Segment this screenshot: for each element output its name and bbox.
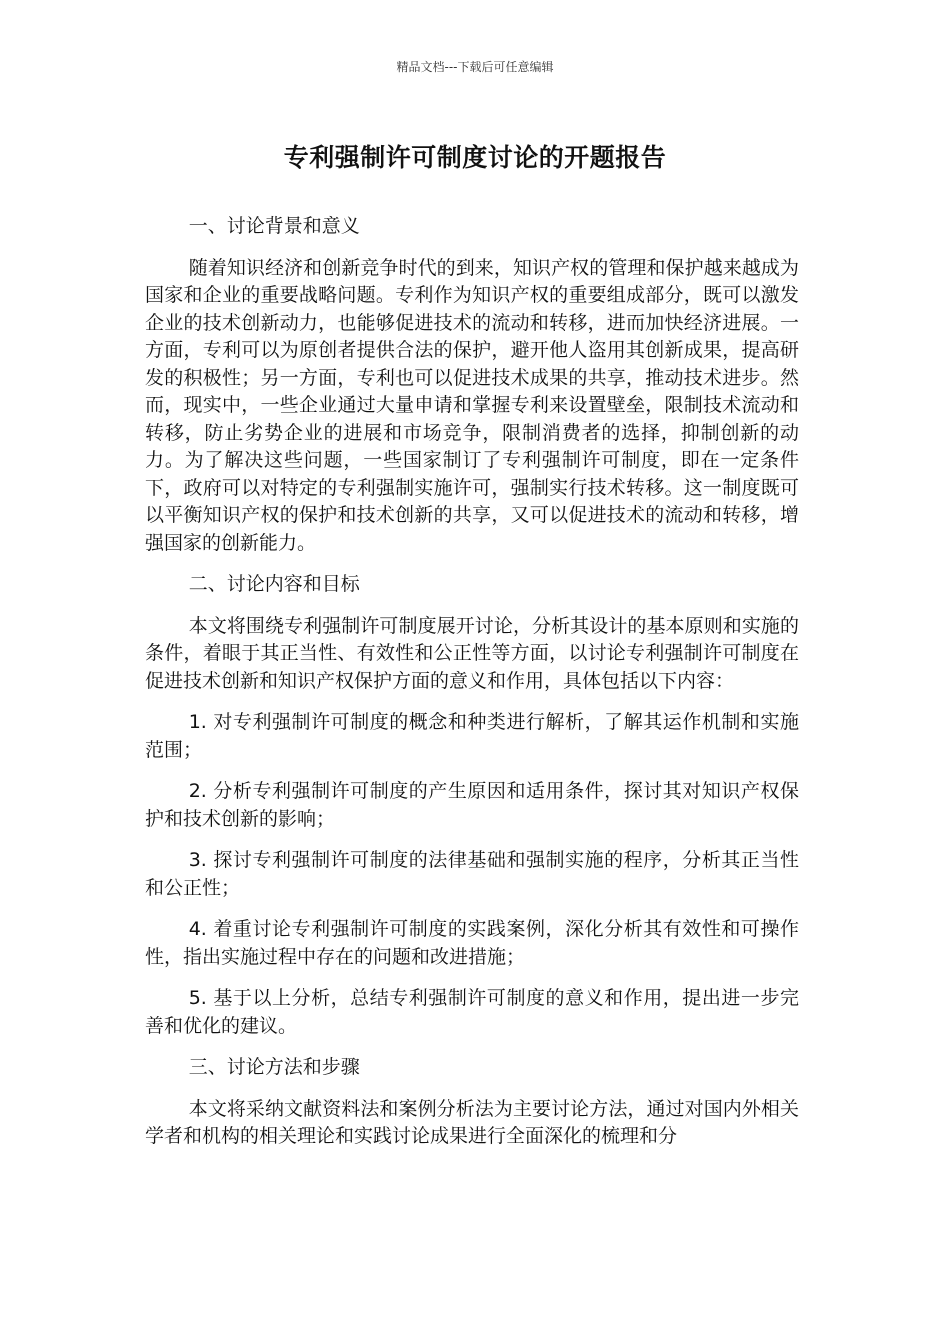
- section-heading-methods: 三、讨论方法和步骤: [188, 1056, 360, 1078]
- paragraph-content-goals: 本文将围绕专利强制许可制度展开讨论，分析其设计的基本原则和实施的条件，着眼于其正当性、有效性和公正性等方面，以讨论专利强制许可制度在促进技术创新和知识产权保护方面的意义和作用，具体包括以下内容：: [145, 614, 799, 692]
- list-item-1: 1. 对专利强制许可制度的概念和种类进行解析，了解其运作机制和实施范围；: [145, 711, 799, 761]
- paragraph-background: 随着知识经济和创新竞争时代的到来，知识产权的管理和保护越来越成为国家和企业的重要战略问题。专利作为知识产权的重要组成部分，既可以激发企业的技术创新动力，也能够促进技术的流动和转移，进而加快经济进展。一方面，专利可以为原创者提供合法的保护，避开他人盗用其创新成果，提高研发的积极性；另一方面，专利也可以促进技术成果的共享，推动技术进步。然而，现实中，一些企业通过大量申请和掌握专利来设置壁垒，限制技术流动和转移，防止劣势企业的进展和市场竞争，限制消费者的选择，抑制创新的动力。为了解决这些问题，一些国家制订了专利强制许可制度，即在一定条件下，政府可以对特定的专利强制实施许可，强制实行技术转移。这一制度既可以平衡知识产权的保护和技术创新的共享，又可以促进技术的流动和转移，增强国家的创新能力。: [145, 256, 799, 554]
- list-item-3: 3. 探讨专利强制许可制度的法律基础和强制实施的程序，分析其正当性和公正性；: [145, 849, 799, 899]
- header-note: 精品文档---下载后可任意编辑: [396, 60, 554, 74]
- list-item-4: 4. 着重讨论专利强制许可制度的实践案例，深化分析其有效性和可操作性，指出实施过程中存在的问题和改进措施；: [145, 918, 799, 968]
- document-title: 专利强制许可制度讨论的开题报告: [283, 143, 667, 172]
- section-heading-background: 一、讨论背景和意义: [188, 215, 360, 237]
- paragraph-methods: 本文将采纳文献资料法和案例分析法为主要讨论方法，通过对国内外相关学者和机构的相关理论和实践讨论成果进行全面深化的梳理和分: [145, 1097, 799, 1147]
- list-item-5: 5. 基于以上分析，总结专利强制许可制度的意义和作用，提出进一步完善和优化的建议。: [145, 987, 799, 1037]
- document-body: [145, 213, 799, 1165]
- section-heading-content-goals: 二、讨论内容和目标: [188, 573, 360, 595]
- list-item-2: 2. 分析专利强制许可制度的产生原因和适用条件，探讨其对知识产权保护和技术创新的影响；: [145, 780, 799, 830]
